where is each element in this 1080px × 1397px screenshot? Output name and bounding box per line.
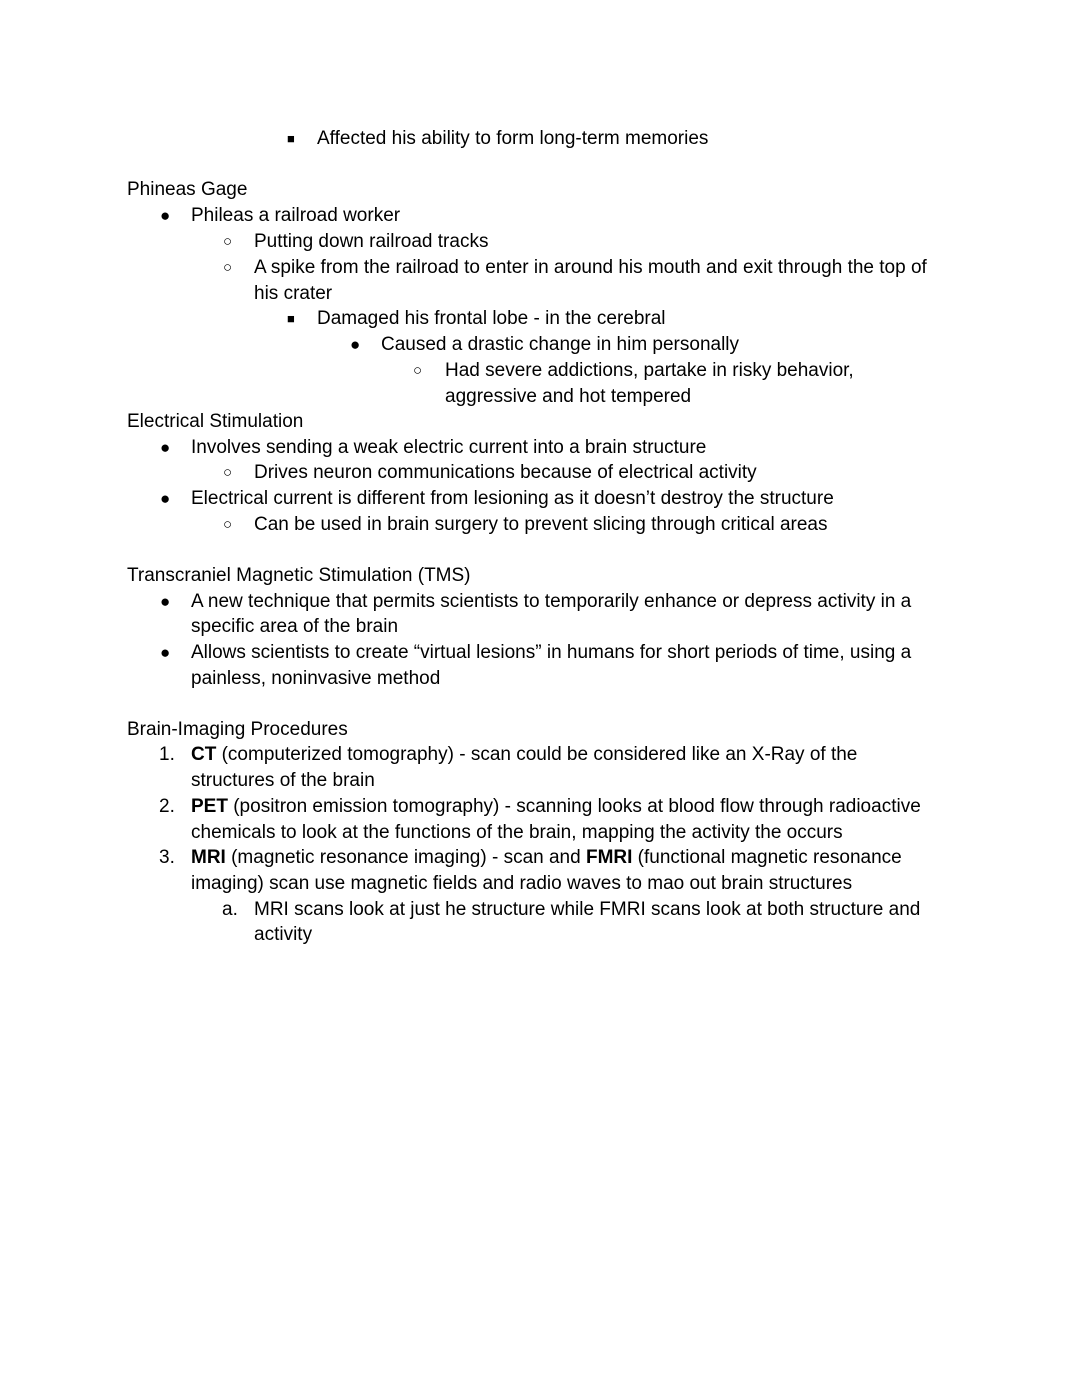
square-bullet-icon: ■	[287, 311, 295, 326]
list-item: Can be used in brain surgery to prevent slicing through critical areas	[254, 514, 828, 535]
memory-item: Affected his ability to form long-term memories	[317, 128, 709, 149]
section-heading-electrical: Electrical Stimulation	[127, 411, 304, 432]
disc-bullet-icon: ●	[160, 643, 171, 662]
ct-description: (computerized tomography) - scan could be considered like an X-Ray of the	[216, 744, 858, 765]
list-item-continuation: painless, noninvasive method	[191, 668, 441, 689]
circle-bullet-icon: ○	[223, 233, 233, 250]
list-item-continuation: imaging) scan use magnetic fields and radio waves to mao out brain structures	[191, 873, 853, 894]
circle-bullet-icon: ○	[223, 259, 233, 276]
list-number: 1.	[159, 744, 175, 765]
section-heading-phineas: Phineas Gage	[127, 179, 248, 200]
list-item: MRI scans look at just he structure while FMRI scans look at both structure and	[254, 899, 921, 920]
fmri-description: (functional magnetic resonance	[632, 847, 902, 868]
list-item-continuation: activity	[254, 924, 313, 945]
circle-bullet-icon: ○	[413, 362, 423, 379]
square-bullet-icon: ■	[287, 131, 295, 146]
list-number: 2.	[159, 796, 175, 817]
list-item: Putting down railroad tracks	[254, 231, 489, 252]
list-item: Phileas a railroad worker	[191, 205, 401, 226]
list-number: 3.	[159, 847, 175, 868]
list-item: Electrical current is different from lesioning as it doesn’t destroy the structure	[191, 488, 834, 509]
list-item	[191, 794, 921, 820]
circle-bullet-icon: ○	[223, 464, 233, 481]
disc-bullet-icon: ●	[160, 489, 171, 508]
term-pet: PET	[191, 796, 228, 817]
term-ct: CT	[191, 744, 217, 765]
list-item-continuation: chemicals to look at the functions of the brain, mapping the activity the occurs	[191, 822, 843, 843]
section-heading-tms: Transcraniel Magnetic Stimulation (TMS)	[127, 565, 471, 586]
list-item	[191, 742, 857, 768]
disc-bullet-icon: ●	[160, 206, 171, 225]
list-item	[191, 845, 902, 871]
mri-description: (magnetic resonance imaging) - scan and	[225, 847, 586, 868]
list-item: A spike from the railroad to enter in around his mouth and exit through the top of	[254, 257, 927, 278]
disc-bullet-icon: ●	[350, 335, 361, 354]
list-item: Damaged his frontal lobe - in the cerebral	[317, 308, 666, 329]
list-item: Caused a drastic change in him personally	[381, 334, 740, 355]
list-item: Had severe addictions, partake in risky behavior,	[445, 360, 854, 381]
list-item-continuation: aggressive and hot tempered	[445, 386, 692, 407]
disc-bullet-icon: ●	[160, 438, 171, 457]
list-item: Drives neuron communications because of electrical activity	[254, 462, 757, 483]
pet-description: (positron emission tomography) - scanning looks at blood flow through radioactive	[227, 796, 921, 817]
term-mri: MRI	[191, 847, 226, 868]
disc-bullet-icon: ●	[160, 592, 171, 611]
list-item-continuation: specific area of the brain	[191, 616, 399, 637]
list-item-continuation: his crater	[254, 283, 333, 304]
list-item: A new technique that permits scientists to temporarily enhance or depress activity in a	[191, 591, 912, 612]
circle-bullet-icon: ○	[223, 516, 233, 533]
term-fmri: FMRI	[585, 847, 633, 868]
list-letter: a.	[222, 899, 238, 920]
section-heading-imaging: Brain-Imaging Procedures	[127, 719, 348, 740]
list-item: Involves sending a weak electric current into a brain structure	[191, 437, 707, 458]
list-item-continuation: structures of the brain	[191, 770, 375, 791]
list-item: Allows scientists to create “virtual lesions” in humans for short periods of time, using a	[191, 642, 912, 663]
